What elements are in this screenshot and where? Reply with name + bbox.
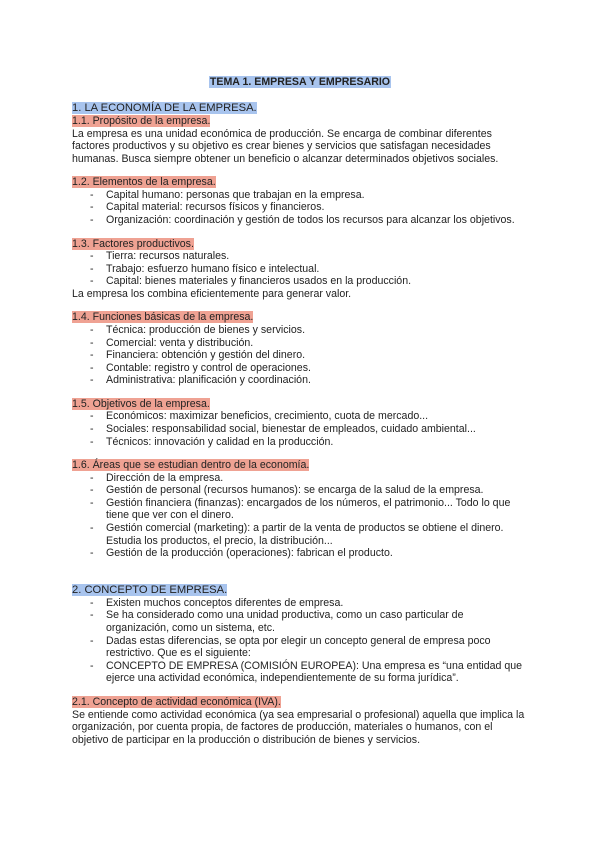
section-1-6-list — [72, 472, 528, 560]
list-item: - Gestión de personal (recursos humanos): se encarga de la salud de la empresa. — [72, 484, 528, 497]
section-1-2-list — [72, 189, 528, 227]
list-item: - Gestión financiera (finanzas): encargados de los números, el patrimonio... Todo lo que tiene que ver con el dinero. — [72, 497, 528, 522]
list-item: - Sociales: responsabilidad social, bienestar de empleados, cuidado ambiental... — [72, 423, 528, 436]
list-item: - Capital: bienes materiales y financieros usados en la producción. — [72, 275, 528, 288]
section-1-5-list — [72, 410, 528, 448]
section-1-4-list — [72, 324, 528, 387]
section-1-5-heading: 1.5. Objetivos de la empresa. — [72, 397, 210, 410]
list-item: - Comercial: venta y distribución. — [72, 337, 528, 350]
section-1-6-heading: 1.6. Áreas que se estudian dentro de la economía. — [72, 459, 310, 472]
list-item: - Gestión comercial (marketing): a partir de la venta de productos se obtiene el dinero. Estudia los productos, el precio, la distribución... — [72, 522, 528, 547]
section-2-list — [72, 597, 528, 685]
list-item: - Técnicos: innovación y calidad en la producción. — [72, 436, 528, 449]
list-item: - Capital material: recursos físicos y financieros. — [72, 201, 528, 214]
list-item: - Tierra: recursos naturales. — [72, 250, 528, 263]
list-item: - Capital humano: personas que trabajan en la empresa. — [72, 189, 528, 202]
list-item: - Contable: registro y control de operaciones. — [72, 362, 528, 375]
section-1-heading: 1. LA ECONOMÍA DE LA EMPRESA. — [72, 102, 257, 114]
list-item: - Financiera: obtención y gestión del dinero. — [72, 349, 528, 362]
list-item: - Dirección de la empresa. — [72, 472, 528, 485]
section-1-3-list — [72, 250, 528, 288]
section-1-3-heading: 1.3. Factores productivos. — [72, 237, 194, 250]
list-item: - Administrativa: planificación y coordinación. — [72, 374, 528, 387]
section-2-heading: 2. CONCEPTO DE EMPRESA. — [72, 583, 228, 596]
list-item: - Dadas estas diferencias, se opta por elegir un concepto general de empresa poco restrictivo. Que es el siguiente: — [72, 635, 528, 660]
list-item: - CONCEPTO DE EMPRESA (COMISIÓN EUROPEA): Una empresa es “una entidad que ejerce una actividad económica, independientemente de su forma jurídica”. — [72, 660, 528, 685]
section-1-2-heading: 1.2. Elementos de la empresa. — [72, 176, 216, 189]
list-item: - Gestión de la producción (operaciones): fabrican el producto. — [72, 547, 528, 560]
document-title: TEMA 1. EMPRESA Y EMPRESARIO — [209, 76, 391, 88]
section-1-4-heading: 1.4. Funciones básicas de la empresa. — [72, 311, 254, 324]
list-item: - Trabajo: esfuerzo humano físico e intelectual. — [72, 263, 528, 276]
section-2-1-text: Se entiende como actividad económica (ya sea empresarial o profesional) aquella que implica la organización, por cuenta propia, de factores de producción, materiales o humanos, con el objetivo de participar en la producción o distribución de bienes y servicios. — [72, 708, 525, 746]
list-item: - Se ha considerado como una unidad productiva, como un caso particular de organización, como un sistema, etc. — [72, 609, 528, 634]
list-item: - Organización: coordinación y gestión de todos los recursos para alcanzar los objetivos. — [72, 214, 528, 227]
section-1-1-heading: 1.1. Propósito de la empresa. — [72, 115, 211, 127]
title-row — [72, 72, 528, 90]
section-1-3-after-text: La empresa los combina eficientemente para generar valor. — [72, 287, 352, 300]
list-item: - Económicos: maximizar beneficios, crecimiento, cuota de mercado... — [72, 410, 528, 423]
section-1-1-text: La empresa es una unidad económica de producción. Se encarga de combinar diferentes factores productivos y su objetivo es crear bienes y servicios que satisfagan necesidades humanas. Busca siempre obtener un beneficio o alcanzar determinados objetivos sociales. — [72, 127, 499, 165]
section-2-1-heading: 2.1. Concepto de actividad económica (IVA). — [72, 696, 281, 708]
list-item: - Técnica: producción de bienes y servicios. — [72, 324, 528, 337]
list-item: - Existen muchos conceptos diferentes de empresa. — [72, 597, 528, 610]
